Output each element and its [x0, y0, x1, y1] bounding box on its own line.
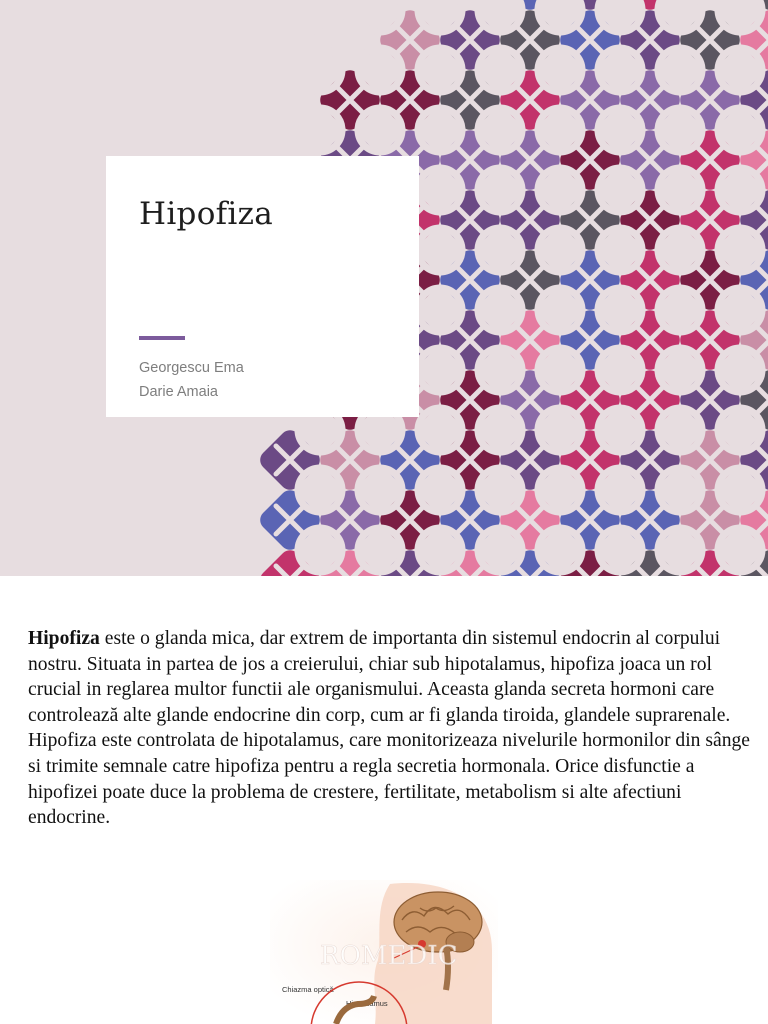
author-list	[139, 356, 244, 404]
figure-label: Hipotalamus	[346, 999, 388, 1008]
figure-label: Chiazma optică	[282, 985, 334, 994]
title-card	[106, 156, 419, 417]
figure-watermark: ROMEDIC	[320, 941, 458, 971]
pattern-cross	[276, 86, 304, 114]
pattern-cross	[276, 26, 304, 54]
author-name: Darie Amaia	[139, 384, 218, 400]
accent-bar	[139, 336, 185, 340]
brain-anatomy-illustration	[270, 880, 498, 1024]
slide-title: Hipofiza	[139, 196, 274, 232]
pattern-cross	[336, 26, 364, 54]
article-lead-term: Hipofiza	[28, 628, 100, 649]
article-body: este o glanda mica, dar extrem de importanta din sistemul endocrin al corpului nostru. Situata in partea de jos a creierului, chiar sub hipotalamus, hipofiza joaca un rol crucial in reglarea multor functii ale organismului. Aceasta glanda secreta hormoni care controlează alte glande endocrine din corp, cum ar fi glanda tiroida, glandele suprarenale. Hipofiza este controlata de hipotalamus, care monitorizeaza nivelurile hormonilor din sânge si trimite semnale catre hipofiza pentru a regla secretia hormonala. Orice disfunctie a hipofizei poate duce la problema de crestere, fertilitate, metabolism si alte afectiuni endocrine.	[28, 628, 750, 829]
author-name: Georgescu Ema	[139, 360, 244, 376]
article-paragraph	[28, 626, 750, 831]
